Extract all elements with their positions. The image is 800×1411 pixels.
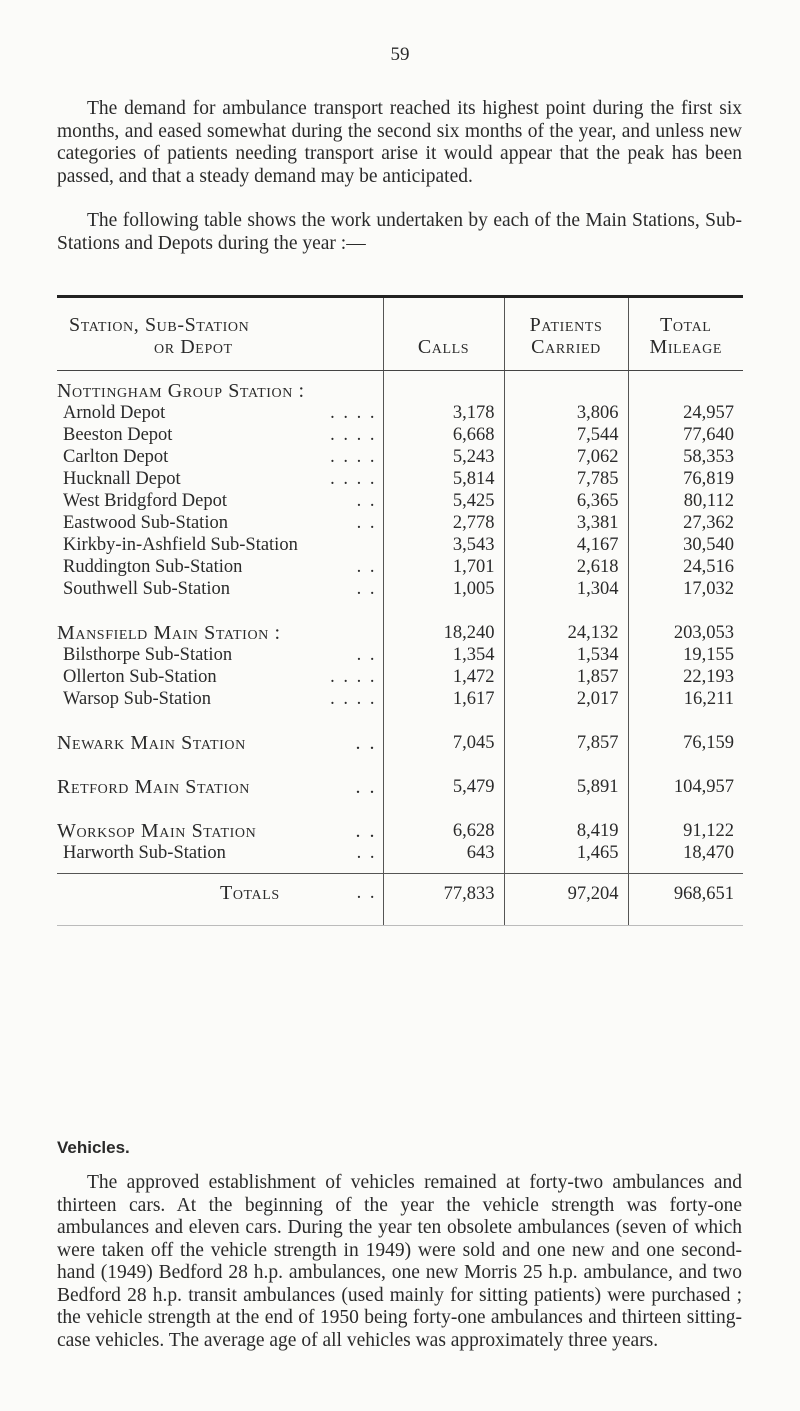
table-row xyxy=(57,556,743,578)
header-mileage-line1: Total xyxy=(660,314,712,336)
mileage-value: 19,155 xyxy=(628,644,743,666)
patients-value: 7,785 xyxy=(504,468,628,490)
patients-value: 3,381 xyxy=(504,512,628,534)
station-name: Worksop Main Station . . xyxy=(57,820,377,842)
table-intro-paragraph-text: The following table shows the work undertaken by each of the Main Stations, Sub-Stations and Depots during the year :— xyxy=(57,210,742,254)
intro-paragraph-text: The demand for ambulance transport reached its highest point during the first six months, and eased somewhat during the second six months of the year, and unless new categories of patients needing transport arise it would appear that the peak has been passed, and that a steady demand may be anticipated. xyxy=(57,98,742,187)
calls-value: 5,425 xyxy=(383,490,504,512)
station-name: Kirkby-in-Ashfield Sub-Station xyxy=(63,535,298,555)
header-calls-label: Calls xyxy=(417,336,470,358)
patients-value: 6,365 xyxy=(504,490,628,512)
mileage-value: 104,957 xyxy=(628,776,743,798)
totals-label: Totals . . xyxy=(57,874,383,926)
table-row xyxy=(57,490,743,512)
station-name: Beeston Depot . . . . xyxy=(63,425,377,445)
table-row xyxy=(57,534,743,556)
mileage-value: 17,032 xyxy=(628,578,743,600)
totals-patients: 97,204 xyxy=(504,874,628,926)
patients-value: 4,167 xyxy=(504,534,628,556)
calls-value: 643 xyxy=(383,842,504,864)
station-name: Eastwood Sub-Station . . xyxy=(63,513,377,533)
patients-value: 3,806 xyxy=(504,402,628,424)
mileage-value: 16,211 xyxy=(628,688,743,710)
calls-value: 3,178 xyxy=(383,402,504,424)
mileage-value: 24,957 xyxy=(628,402,743,424)
patients-value: 7,544 xyxy=(504,424,628,446)
station-name: Ruddington Sub-Station . . xyxy=(63,557,377,577)
calls-value: 6,668 xyxy=(383,424,504,446)
patients-value: 7,857 xyxy=(504,732,628,754)
station-name: Warsop Sub-Station . . . . xyxy=(63,689,377,709)
patients-value: 1,304 xyxy=(504,578,628,600)
vehicles-heading: Vehicles. xyxy=(57,1138,130,1157)
calls-value: 2,778 xyxy=(383,512,504,534)
header-station-line2: or Depot xyxy=(154,336,233,358)
mileage-value: 91,122 xyxy=(628,820,743,842)
header-station-line1: Station, Sub-Station xyxy=(69,314,250,336)
header-patients-line2: Carried xyxy=(531,336,601,358)
header-patients xyxy=(504,298,628,371)
station-name: Carlton Depot . . . . xyxy=(63,447,377,467)
page-number: 59 xyxy=(390,44,410,65)
calls-value: 3,543 xyxy=(383,534,504,556)
calls-value: 5,814 xyxy=(383,468,504,490)
station-name: West Bridgford Depot . . xyxy=(63,491,377,511)
table-row xyxy=(57,578,743,600)
totals-calls: 77,833 xyxy=(383,874,504,926)
patients-value: 1,534 xyxy=(504,644,628,666)
table-row xyxy=(57,842,743,864)
table-bottom-rule xyxy=(57,925,743,926)
table-row xyxy=(57,424,743,446)
mileage-value: 77,640 xyxy=(628,424,743,446)
patients-value: 2,017 xyxy=(504,688,628,710)
patients-value: 7,062 xyxy=(504,446,628,468)
table-row xyxy=(57,820,743,842)
vehicles-paragraph-text: The approved establishment of vehicles remained at forty-two ambulances and thirteen cars. At the beginning of the year the vehicle strength was forty-one ambulances and eleven cars. During the year ten obsolete ambulances (seven of which were taken off the vehicle strength in 1949) were sold and one new and one second-hand (1949) Bedford 28 h.p. ambulances, one new Morris 25 h.p. ambulance, and two Bedford 28 h.p. transit ambulances (used mainly for sitting patients) were purchased ; the vehicle strength at the end of 1950 being forty-one ambulances and thirteen sitting-case vehicles. The average age of all vehicles was approximately three years. xyxy=(57,1172,742,1351)
table-row xyxy=(57,402,743,424)
totals-mileage: 968,651 xyxy=(628,874,743,926)
station-name: Arnold Depot . . . . xyxy=(63,403,377,423)
vehicles-paragraph xyxy=(57,1172,742,1352)
table-row xyxy=(57,644,743,666)
calls-value: 5,243 xyxy=(383,446,504,468)
calls-value: 1,701 xyxy=(383,556,504,578)
table-row xyxy=(57,512,743,534)
intro-paragraph xyxy=(57,98,742,188)
station-work-table-container xyxy=(57,295,743,926)
patients-value: 24,132 xyxy=(504,622,628,644)
totals-row xyxy=(57,874,743,926)
mileage-value: 76,159 xyxy=(628,732,743,754)
mileage-value: 76,819 xyxy=(628,468,743,490)
mileage-value: 203,053 xyxy=(628,622,743,644)
station-name: Harworth Sub-Station . . xyxy=(63,843,377,863)
table-row xyxy=(57,732,743,754)
patients-value: 8,419 xyxy=(504,820,628,842)
header-mileage-line2: Mileage xyxy=(649,336,723,358)
calls-value: 18,240 xyxy=(383,622,504,644)
table-row xyxy=(57,446,743,468)
mileage-value: 58,353 xyxy=(628,446,743,468)
calls-value: 1,005 xyxy=(383,578,504,600)
station-name: Ollerton Sub-Station . . . . xyxy=(63,667,377,687)
calls-value: 5,479 xyxy=(383,776,504,798)
calls-value: 6,628 xyxy=(383,820,504,842)
station-name: Newark Main Station . . xyxy=(57,732,377,754)
patients-value: 5,891 xyxy=(504,776,628,798)
table-intro-paragraph xyxy=(57,210,742,255)
header-patients-line1: Patients xyxy=(529,314,603,336)
calls-value: 7,045 xyxy=(383,732,504,754)
table-row xyxy=(57,666,743,688)
patients-value: 1,857 xyxy=(504,666,628,688)
group-row-nottingham xyxy=(57,380,743,402)
calls-value: 1,354 xyxy=(383,644,504,666)
table-row xyxy=(57,776,743,798)
station-name: Hucknall Depot . . . . xyxy=(63,469,377,489)
table-row xyxy=(57,468,743,490)
station-name: Mansfield Main Station : xyxy=(57,622,281,644)
station-work-table xyxy=(57,298,743,925)
mileage-value: 30,540 xyxy=(628,534,743,556)
header-calls xyxy=(383,298,504,371)
header-mileage xyxy=(628,298,743,371)
header-station xyxy=(57,298,383,371)
table-header-row xyxy=(57,298,743,371)
calls-value: 1,617 xyxy=(383,688,504,710)
calls-value: 1,472 xyxy=(383,666,504,688)
mileage-value: 18,470 xyxy=(628,842,743,864)
table-row xyxy=(57,688,743,710)
mileage-value: 27,362 xyxy=(628,512,743,534)
station-name: Retford Main Station . . xyxy=(57,776,377,798)
station-name: Southwell Sub-Station . . xyxy=(63,579,377,599)
patients-value: 1,465 xyxy=(504,842,628,864)
patients-value: 2,618 xyxy=(504,556,628,578)
mileage-value: 24,516 xyxy=(628,556,743,578)
mileage-value: 22,193 xyxy=(628,666,743,688)
group-label-nottingham: Nottingham Group Station : xyxy=(57,380,305,402)
mileage-value: 80,112 xyxy=(628,490,743,512)
station-name: Bilsthorpe Sub-Station . . xyxy=(63,645,377,665)
table-row xyxy=(57,622,743,644)
